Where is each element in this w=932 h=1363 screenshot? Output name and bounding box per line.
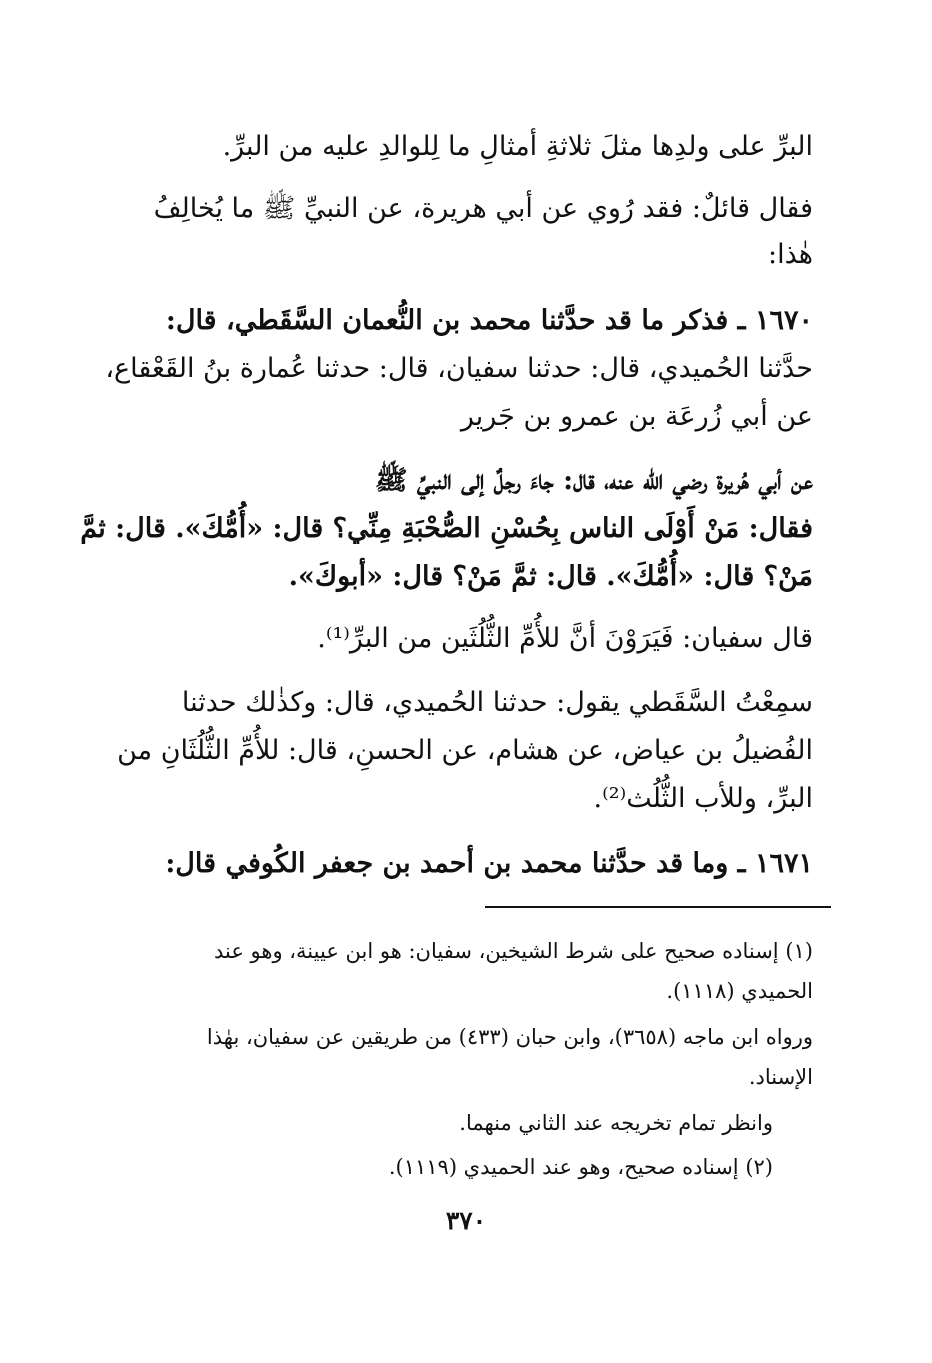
text-line: قال سفيان: فَيَرَوْنَ أنَّ للأُمِّ الثُّلُثَين من البرِّ⁽¹⁾.	[317, 623, 813, 654]
footnote-line: (١) إسناده صحيح على شرط الشيخين، سفيان: هو ابن عيينة، وهو عند	[213, 939, 813, 963]
footnote-line: ورواه ابن ماجه (٣٦٥٨)، وابن حبان (٤٣٣) من طريقين عن سفيان، بهٰذا	[206, 1025, 813, 1049]
footnote-line: الحميدي (١١١٨).	[666, 979, 813, 1003]
text-line: سمِعْتُ السَّقَطي يقول: حدثنا الحُميدي، قال: وكذٰلك حدثنا	[181, 687, 813, 718]
footnote-divider	[485, 906, 831, 908]
text-line: البرِّ، وللأب الثُّلُث⁽²⁾.	[593, 783, 813, 814]
text-line: حدَّثنا الحُميدي، قال: حدثنا سفيان، قال: حدثنا عُمارة بنُ القَعْقاع،	[105, 353, 813, 384]
text-line: البرِّ على ولدِها مثلَ ثلاثةِ أمثالِ ما لِلوالدِ عليه من البرِّ.	[222, 131, 813, 162]
hadith-number-line: ١٦٧٠ ـ فذكر ما قد حدَّثنا محمد بن النُّعمان السَّقَطي، قال:	[165, 305, 813, 336]
page-number: ٣٧٠	[445, 1206, 487, 1235]
text-line: عن أبي زُرعَة بن عمرو بن جَرير	[460, 401, 813, 432]
footnote-line: الإسناد.	[748, 1065, 813, 1089]
text-line: فقال: مَنْ أَوْلَى الناس بِحُسْنِ الصُّحْبَةِ مِنِّي؟ قال: «أُمُّكَ». قال: ثمَّ	[80, 513, 813, 544]
footnote-line: (٢) إسناده صحيح، وهو عند الحميدي (١١١٩).	[388, 1155, 773, 1179]
text-line: الفُضيلُ بن عياض، عن هشام، عن الحسنِ، قال: للأُمِّ الثُّلُثَانِ من	[117, 735, 813, 766]
text-line: هٰذا:	[767, 239, 813, 270]
text-line: عن أبي هُريرة رضي الله عنه، قال: جاءَ رجلٌ إلى النبيِّ ﷺ	[374, 465, 813, 496]
footnote-line: وانظر تمام تخريجه عند الثاني منهما.	[459, 1111, 773, 1135]
text-line: مَنْ؟ قال: «أُمُّكَ». قال: ثمَّ مَنْ؟ قال: «أبوكَ».	[288, 561, 813, 592]
hadith-number-line: ١٦٧١ ـ وما قد حدَّثنا محمد بن أحمد بن جعفر الكُوفي قال:	[165, 848, 813, 879]
text-line: فقال قائلٌ: فقد رُوي عن أبي هريرة، عن النبيِّ ﷺ ما يُخالِفُ	[153, 193, 813, 224]
